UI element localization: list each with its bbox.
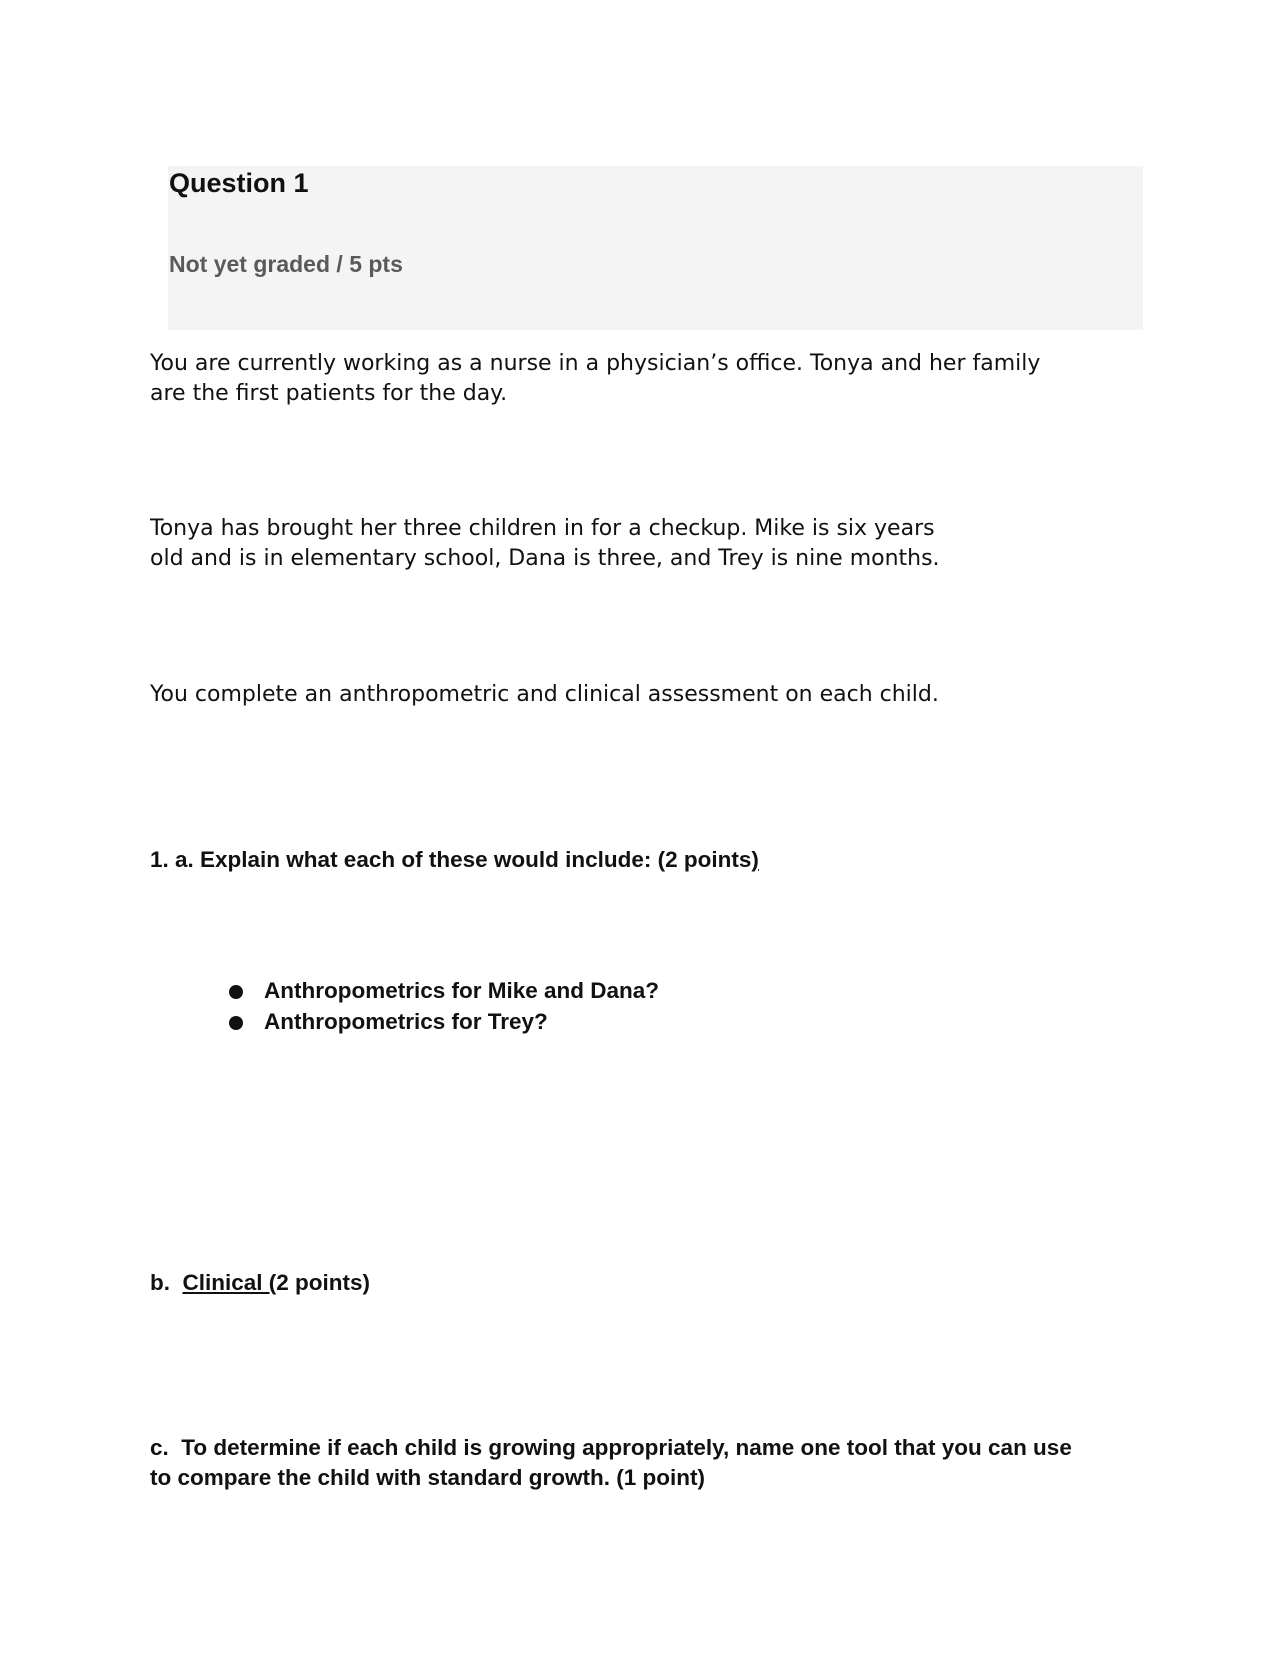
part-b-prompt xyxy=(150,1268,370,1298)
part-a-bullet-list xyxy=(226,975,659,1037)
children-paragraph: Tonya has brought her three children in for a checkup. Mike is six years old and is in elementary school, Dana is three, and Trey is nine months. xyxy=(150,516,940,571)
part-b-label: Clinical ( xyxy=(182,1270,277,1295)
bullet-text: Anthropometrics for Mike and Dana? xyxy=(264,978,660,1003)
list-item xyxy=(226,1006,659,1037)
part-b-points: 2 points) xyxy=(276,1270,371,1295)
bullet-icon xyxy=(229,1016,243,1030)
question-title: Question 1 xyxy=(169,168,309,198)
question-header xyxy=(168,166,1143,330)
part-c-prompt-line1: c. To determine if each child is growing appropriately, name one tool that you can use xyxy=(150,1435,1072,1460)
part-a-prompt-close: ) xyxy=(751,847,759,872)
bullet-text: Anthropometrics for Trey? xyxy=(264,1009,548,1034)
part-a-prompt xyxy=(150,845,759,875)
list-item xyxy=(226,975,659,1006)
intro-paragraph: You are currently working as a nurse in a physician’s office. Tonya and her family are the first patients for the day. xyxy=(150,351,1041,406)
part-a-prompt-text: 1. a. Explain what each of these would include: (2 points xyxy=(150,847,752,872)
part-b-marker: b. xyxy=(150,1270,183,1295)
assessment-paragraph: You complete an anthropometric and clinical assessment on each child. xyxy=(150,682,939,707)
part-c-prompt-line2: to compare the child with standard growth. (1 point) xyxy=(150,1465,706,1490)
bullet-icon xyxy=(229,985,243,999)
grade-status: Not yet graded / 5 pts xyxy=(169,251,403,277)
